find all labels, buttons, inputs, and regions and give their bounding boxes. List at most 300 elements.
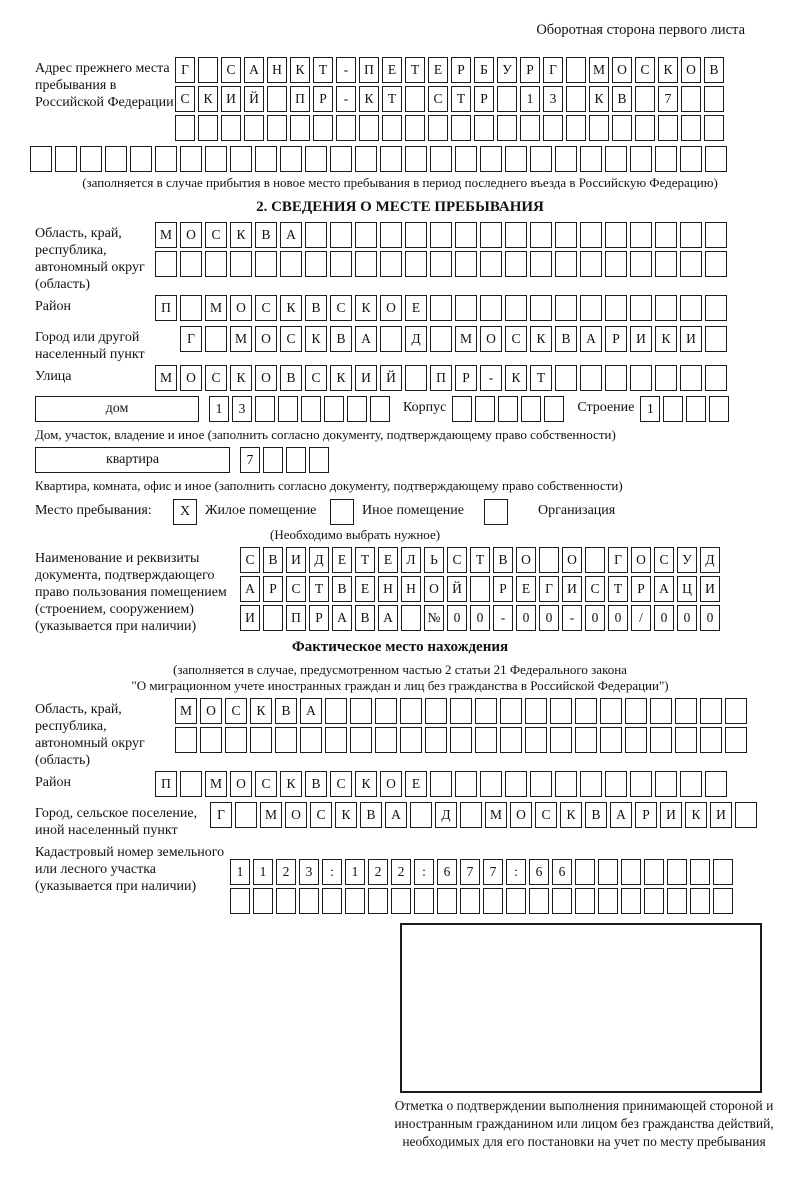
char-box[interactable]: А — [300, 698, 322, 724]
char-box[interactable] — [480, 146, 502, 172]
char-box[interactable] — [539, 547, 559, 573]
char-box[interactable] — [600, 727, 622, 753]
char-box[interactable] — [235, 802, 257, 828]
char-box[interactable]: В — [263, 547, 283, 573]
char-box[interactable] — [555, 365, 577, 391]
char-box[interactable] — [480, 771, 502, 797]
char-box[interactable]: А — [378, 605, 398, 631]
char-box[interactable] — [105, 146, 127, 172]
char-box[interactable] — [705, 365, 727, 391]
char-box[interactable] — [681, 86, 701, 112]
char-box[interactable] — [452, 396, 472, 422]
char-box[interactable] — [530, 146, 552, 172]
char-box[interactable] — [635, 115, 655, 141]
char-box[interactable]: Т — [451, 86, 471, 112]
char-box[interactable] — [205, 251, 227, 277]
char-box[interactable]: М — [455, 326, 477, 352]
char-box[interactable]: К — [359, 86, 379, 112]
char-box[interactable]: М — [205, 295, 227, 321]
char-box[interactable]: П — [155, 295, 177, 321]
char-box[interactable] — [725, 727, 747, 753]
char-box[interactable] — [704, 115, 724, 141]
char-box[interactable] — [370, 396, 390, 422]
char-box[interactable]: 0 — [677, 605, 697, 631]
char-box[interactable]: О — [380, 295, 402, 321]
char-box[interactable] — [375, 727, 397, 753]
char-box[interactable]: И — [680, 326, 702, 352]
char-box[interactable] — [612, 115, 632, 141]
char-box[interactable]: С — [310, 802, 332, 828]
char-box[interactable]: В — [355, 605, 375, 631]
char-box[interactable]: С — [535, 802, 557, 828]
char-box[interactable]: М — [155, 365, 177, 391]
char-box[interactable] — [414, 888, 434, 914]
char-box[interactable]: К — [305, 326, 327, 352]
char-box[interactable] — [455, 146, 477, 172]
char-box[interactable] — [575, 859, 595, 885]
char-box[interactable]: С — [205, 222, 227, 248]
char-box[interactable]: К — [355, 771, 377, 797]
char-box[interactable]: Е — [428, 57, 448, 83]
char-box[interactable]: Б — [474, 57, 494, 83]
char-box[interactable] — [605, 146, 627, 172]
char-box[interactable]: П — [155, 771, 177, 797]
char-box[interactable]: У — [677, 547, 697, 573]
char-box[interactable] — [725, 698, 747, 724]
char-box[interactable]: В — [275, 698, 297, 724]
char-box[interactable] — [650, 727, 672, 753]
char-box[interactable]: Т — [382, 86, 402, 112]
char-box[interactable] — [680, 365, 702, 391]
char-box[interactable] — [230, 251, 252, 277]
char-box[interactable] — [305, 251, 327, 277]
char-box[interactable]: Е — [516, 576, 536, 602]
char-box[interactable]: - — [480, 365, 502, 391]
char-box[interactable]: С — [505, 326, 527, 352]
char-box[interactable] — [566, 115, 586, 141]
char-box[interactable] — [301, 396, 321, 422]
char-box[interactable]: Й — [447, 576, 467, 602]
char-box[interactable]: 6 — [437, 859, 457, 885]
char-box[interactable]: К — [685, 802, 707, 828]
char-box[interactable] — [460, 802, 482, 828]
char-box[interactable] — [680, 251, 702, 277]
char-box[interactable] — [405, 222, 427, 248]
char-box[interactable] — [605, 295, 627, 321]
stay-type-checkbox-organization[interactable] — [484, 499, 508, 525]
char-box[interactable]: О — [681, 57, 701, 83]
char-box[interactable]: Р — [493, 576, 513, 602]
char-box[interactable]: О — [424, 576, 444, 602]
char-box[interactable] — [322, 888, 342, 914]
char-box[interactable] — [605, 771, 627, 797]
char-box[interactable] — [680, 222, 702, 248]
char-box[interactable]: С — [447, 547, 467, 573]
char-box[interactable] — [480, 251, 502, 277]
char-box[interactable]: 2 — [276, 859, 296, 885]
char-box[interactable]: 1 — [209, 396, 229, 422]
char-box[interactable]: И — [221, 86, 241, 112]
char-box[interactable]: О — [255, 365, 277, 391]
char-box[interactable]: : — [506, 859, 526, 885]
char-box[interactable] — [430, 295, 452, 321]
char-box[interactable]: К — [280, 295, 302, 321]
char-box[interactable] — [598, 888, 618, 914]
char-box[interactable]: О — [510, 802, 532, 828]
char-box[interactable]: 3 — [299, 859, 319, 885]
char-box[interactable] — [705, 326, 727, 352]
char-box[interactable]: 1 — [230, 859, 250, 885]
char-box[interactable] — [253, 888, 273, 914]
char-box[interactable] — [505, 222, 527, 248]
char-box[interactable]: А — [244, 57, 264, 83]
char-box[interactable] — [255, 251, 277, 277]
char-box[interactable]: 0 — [539, 605, 559, 631]
char-box[interactable]: 0 — [608, 605, 628, 631]
char-box[interactable] — [529, 888, 549, 914]
char-box[interactable] — [380, 146, 402, 172]
char-box[interactable]: 2 — [391, 859, 411, 885]
char-box[interactable] — [621, 859, 641, 885]
char-box[interactable] — [605, 251, 627, 277]
char-box[interactable] — [425, 727, 447, 753]
char-box[interactable] — [625, 727, 647, 753]
char-box[interactable]: Р — [263, 576, 283, 602]
char-box[interactable]: - — [493, 605, 513, 631]
char-box[interactable]: 6 — [552, 859, 572, 885]
char-box[interactable]: Р — [631, 576, 651, 602]
char-box[interactable] — [180, 146, 202, 172]
char-box[interactable]: П — [286, 605, 306, 631]
char-box[interactable] — [263, 605, 283, 631]
char-box[interactable]: Р — [313, 86, 333, 112]
char-box[interactable] — [655, 365, 677, 391]
char-box[interactable]: В — [255, 222, 277, 248]
char-box[interactable] — [255, 146, 277, 172]
char-box[interactable] — [580, 251, 602, 277]
char-box[interactable] — [625, 698, 647, 724]
char-box[interactable]: Р — [455, 365, 477, 391]
char-box[interactable]: 1 — [640, 396, 660, 422]
char-box[interactable]: 0 — [654, 605, 674, 631]
char-box[interactable]: К — [230, 365, 252, 391]
char-box[interactable] — [275, 727, 297, 753]
char-box[interactable] — [655, 222, 677, 248]
char-box[interactable]: А — [580, 326, 602, 352]
char-box[interactable] — [455, 771, 477, 797]
char-box[interactable]: В — [332, 576, 352, 602]
char-box[interactable]: Н — [267, 57, 287, 83]
char-box[interactable] — [735, 802, 757, 828]
char-box[interactable]: Д — [405, 326, 427, 352]
char-box[interactable] — [430, 251, 452, 277]
char-box[interactable]: О — [230, 771, 252, 797]
char-box[interactable]: П — [430, 365, 452, 391]
char-box[interactable] — [555, 146, 577, 172]
char-box[interactable]: Г — [543, 57, 563, 83]
char-box[interactable]: Д — [700, 547, 720, 573]
char-box[interactable]: Е — [405, 295, 427, 321]
char-box[interactable] — [675, 727, 697, 753]
char-box[interactable]: К — [658, 57, 678, 83]
char-box[interactable]: С — [255, 295, 277, 321]
char-box[interactable] — [324, 396, 344, 422]
char-box[interactable] — [244, 115, 264, 141]
char-box[interactable]: В — [305, 771, 327, 797]
char-box[interactable]: К — [230, 222, 252, 248]
char-box[interactable]: С — [240, 547, 260, 573]
char-box[interactable] — [470, 576, 490, 602]
char-box[interactable] — [667, 888, 687, 914]
char-box[interactable] — [530, 771, 552, 797]
char-box[interactable] — [425, 698, 447, 724]
char-box[interactable]: И — [286, 547, 306, 573]
char-box[interactable] — [644, 859, 664, 885]
char-box[interactable]: № — [424, 605, 444, 631]
char-box[interactable]: О — [380, 771, 402, 797]
char-box[interactable] — [655, 146, 677, 172]
char-box[interactable] — [580, 295, 602, 321]
char-box[interactable] — [175, 727, 197, 753]
char-box[interactable]: : — [322, 859, 342, 885]
char-box[interactable]: С — [305, 365, 327, 391]
char-box[interactable]: С — [280, 326, 302, 352]
char-box[interactable] — [450, 727, 472, 753]
char-box[interactable] — [575, 698, 597, 724]
char-box[interactable]: В — [585, 802, 607, 828]
char-box[interactable] — [309, 447, 329, 473]
char-box[interactable] — [380, 251, 402, 277]
char-box[interactable] — [30, 146, 52, 172]
char-box[interactable]: С — [654, 547, 674, 573]
char-box[interactable]: А — [385, 802, 407, 828]
char-box[interactable] — [305, 146, 327, 172]
char-box[interactable] — [621, 888, 641, 914]
char-box[interactable]: Ь — [424, 547, 444, 573]
char-box[interactable]: 3 — [232, 396, 252, 422]
char-box[interactable] — [221, 115, 241, 141]
char-box[interactable] — [474, 115, 494, 141]
char-box[interactable] — [555, 251, 577, 277]
char-box[interactable] — [230, 888, 250, 914]
char-box[interactable] — [655, 251, 677, 277]
char-box[interactable] — [460, 888, 480, 914]
char-box[interactable]: В — [305, 295, 327, 321]
char-box[interactable] — [368, 888, 388, 914]
char-box[interactable]: Ц — [677, 576, 697, 602]
char-box[interactable] — [700, 727, 722, 753]
char-box[interactable] — [55, 146, 77, 172]
char-box[interactable] — [589, 115, 609, 141]
char-box[interactable] — [658, 115, 678, 141]
char-box[interactable]: И — [660, 802, 682, 828]
char-box[interactable]: И — [240, 605, 260, 631]
char-box[interactable]: Р — [474, 86, 494, 112]
char-box[interactable] — [630, 251, 652, 277]
char-box[interactable]: О — [230, 295, 252, 321]
char-box[interactable]: В — [555, 326, 577, 352]
char-box[interactable]: А — [610, 802, 632, 828]
char-box[interactable]: Т — [309, 576, 329, 602]
char-box[interactable]: К — [355, 295, 377, 321]
char-box[interactable] — [530, 251, 552, 277]
char-box[interactable] — [505, 146, 527, 172]
char-box[interactable]: С — [330, 295, 352, 321]
char-box[interactable]: Г — [608, 547, 628, 573]
char-box[interactable]: Т — [608, 576, 628, 602]
char-box[interactable] — [635, 86, 655, 112]
char-box[interactable]: Р — [309, 605, 329, 631]
char-box[interactable] — [400, 698, 422, 724]
char-box[interactable]: К — [330, 365, 352, 391]
char-box[interactable] — [525, 727, 547, 753]
char-box[interactable]: Р — [520, 57, 540, 83]
char-box[interactable] — [286, 447, 306, 473]
char-box[interactable] — [713, 859, 733, 885]
char-box[interactable]: Р — [451, 57, 471, 83]
char-box[interactable]: Р — [635, 802, 657, 828]
char-box[interactable]: С — [225, 698, 247, 724]
char-box[interactable]: 2 — [368, 859, 388, 885]
char-box[interactable]: Т — [405, 57, 425, 83]
char-box[interactable] — [276, 888, 296, 914]
char-box[interactable]: Г — [175, 57, 195, 83]
char-box[interactable]: М — [589, 57, 609, 83]
char-box[interactable] — [580, 222, 602, 248]
char-box[interactable] — [497, 115, 517, 141]
char-box[interactable] — [382, 115, 402, 141]
char-box[interactable] — [505, 771, 527, 797]
char-box[interactable]: Р — [605, 326, 627, 352]
house-type-box[interactable]: дом — [35, 396, 199, 422]
char-box[interactable] — [430, 146, 452, 172]
char-box[interactable]: : — [414, 859, 434, 885]
char-box[interactable] — [475, 698, 497, 724]
char-box[interactable] — [655, 771, 677, 797]
char-box[interactable]: С — [330, 771, 352, 797]
char-box[interactable] — [705, 146, 727, 172]
char-box[interactable] — [455, 295, 477, 321]
char-box[interactable]: М — [230, 326, 252, 352]
char-box[interactable] — [585, 547, 605, 573]
char-box[interactable] — [267, 86, 287, 112]
char-box[interactable] — [437, 888, 457, 914]
char-box[interactable]: М — [205, 771, 227, 797]
char-box[interactable] — [530, 295, 552, 321]
char-box[interactable] — [280, 146, 302, 172]
char-box[interactable]: И — [630, 326, 652, 352]
char-box[interactable] — [330, 146, 352, 172]
char-box[interactable]: И — [355, 365, 377, 391]
char-box[interactable] — [355, 251, 377, 277]
char-box[interactable]: Й — [244, 86, 264, 112]
char-box[interactable]: Л — [401, 547, 421, 573]
char-box[interactable]: И — [710, 802, 732, 828]
char-box[interactable]: К — [589, 86, 609, 112]
char-box[interactable] — [380, 222, 402, 248]
char-box[interactable] — [690, 888, 710, 914]
char-box[interactable]: К — [250, 698, 272, 724]
char-box[interactable] — [505, 295, 527, 321]
char-box[interactable]: С — [205, 365, 227, 391]
char-box[interactable] — [355, 146, 377, 172]
stay-type-checkbox-other[interactable] — [330, 499, 354, 525]
char-box[interactable] — [405, 146, 427, 172]
char-box[interactable] — [475, 727, 497, 753]
char-box[interactable] — [686, 396, 706, 422]
char-box[interactable]: В — [612, 86, 632, 112]
char-box[interactable] — [180, 251, 202, 277]
char-box[interactable] — [663, 396, 683, 422]
char-box[interactable] — [225, 727, 247, 753]
char-box[interactable] — [345, 888, 365, 914]
char-box[interactable] — [305, 222, 327, 248]
char-box[interactable] — [480, 295, 502, 321]
char-box[interactable] — [680, 295, 702, 321]
char-box[interactable]: И — [700, 576, 720, 602]
char-box[interactable]: А — [654, 576, 674, 602]
char-box[interactable] — [521, 396, 541, 422]
char-box[interactable]: В — [493, 547, 513, 573]
char-box[interactable] — [644, 888, 664, 914]
char-box[interactable]: Г — [180, 326, 202, 352]
char-box[interactable] — [80, 146, 102, 172]
char-box[interactable]: 7 — [658, 86, 678, 112]
char-box[interactable] — [155, 251, 177, 277]
char-box[interactable]: 0 — [470, 605, 490, 631]
char-box[interactable] — [497, 86, 517, 112]
char-box[interactable]: О — [180, 222, 202, 248]
char-box[interactable] — [200, 727, 222, 753]
char-box[interactable] — [580, 771, 602, 797]
char-box[interactable] — [550, 727, 572, 753]
char-box[interactable] — [267, 115, 287, 141]
char-box[interactable]: - — [336, 57, 356, 83]
char-box[interactable] — [575, 888, 595, 914]
char-box[interactable] — [713, 888, 733, 914]
char-box[interactable] — [405, 86, 425, 112]
char-box[interactable] — [198, 115, 218, 141]
char-box[interactable] — [180, 295, 202, 321]
char-box[interactable] — [483, 888, 503, 914]
char-box[interactable] — [230, 146, 252, 172]
char-box[interactable] — [506, 888, 526, 914]
char-box[interactable] — [709, 396, 729, 422]
char-box[interactable]: С — [175, 86, 195, 112]
char-box[interactable]: Т — [313, 57, 333, 83]
char-box[interactable] — [630, 365, 652, 391]
char-box[interactable]: К — [655, 326, 677, 352]
stay-type-checkbox-residential[interactable]: X — [173, 499, 197, 525]
char-box[interactable] — [580, 146, 602, 172]
char-box[interactable]: 1 — [520, 86, 540, 112]
char-box[interactable] — [359, 115, 379, 141]
char-box[interactable]: 3 — [543, 86, 563, 112]
char-box[interactable] — [347, 396, 367, 422]
char-box[interactable] — [543, 115, 563, 141]
char-box[interactable] — [350, 727, 372, 753]
char-box[interactable] — [681, 115, 701, 141]
char-box[interactable] — [505, 251, 527, 277]
char-box[interactable] — [600, 698, 622, 724]
char-box[interactable]: Н — [401, 576, 421, 602]
char-box[interactable] — [375, 698, 397, 724]
char-box[interactable] — [130, 146, 152, 172]
char-box[interactable] — [405, 115, 425, 141]
char-box[interactable]: О — [480, 326, 502, 352]
char-box[interactable] — [451, 115, 471, 141]
char-box[interactable]: К — [198, 86, 218, 112]
